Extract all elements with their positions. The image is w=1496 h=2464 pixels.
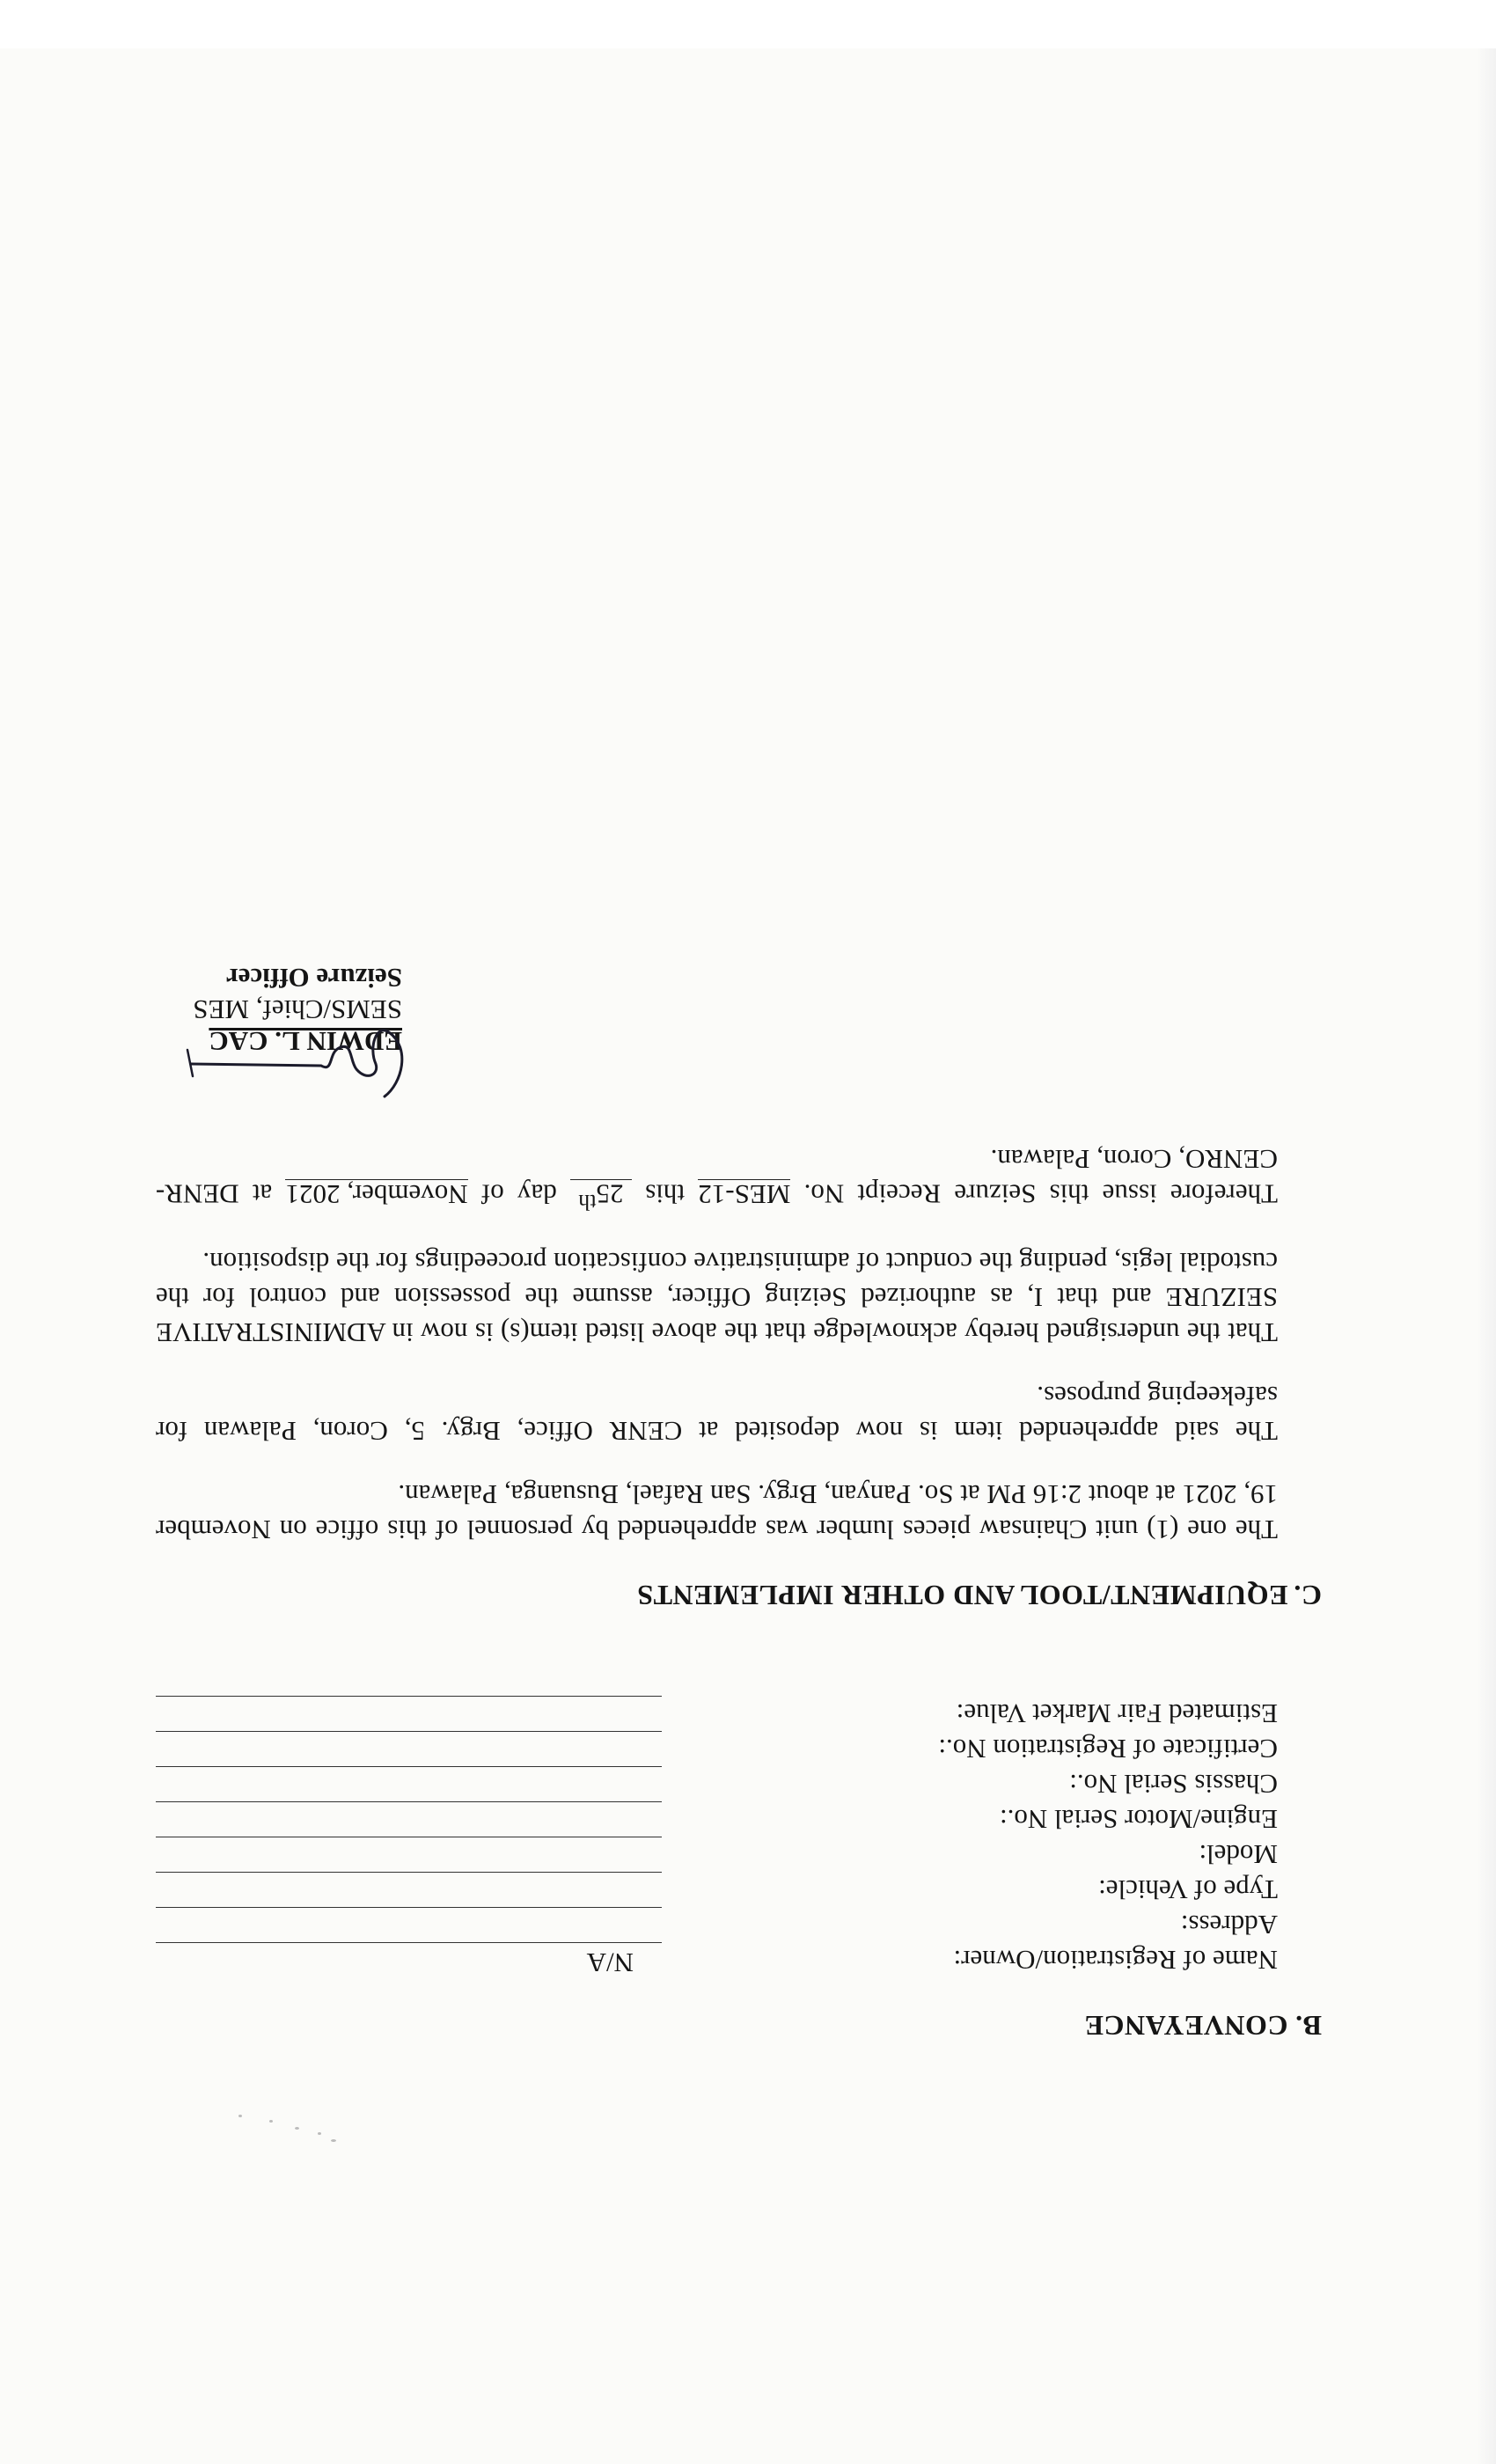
- field-engine-serial: Engine/Motor Serial No.:: [156, 1801, 1278, 1837]
- signatory-name: EDWIN L. CAC: [209, 1025, 402, 1057]
- scan-speck: [269, 2120, 273, 2123]
- acknowledgement-paragraph: That the undersigned hereby acknowledge that the above listed item(s) is now in ADMINISTRATIVE SEIZURE and that I, as authorized Seizing Officer, assume the possession and control for the custodial legis, pending the conduct of administrative confiscation proceedings for the disposition.: [156, 1247, 1278, 1348]
- field-registration-owner: Name of Registration/Owner: N/A: [156, 1942, 1278, 1977]
- field-chassis-serial: Chassis Serial No.:: [156, 1766, 1278, 1801]
- issue-month-year: November, 2021: [285, 1178, 468, 1210]
- receipt-number: MES-12: [698, 1178, 791, 1210]
- scan-speck: [331, 2139, 336, 2142]
- page-margin-strip: [0, 0, 1496, 48]
- field-fair-market-value: Estimated Fair Market Value:: [156, 1696, 1278, 1731]
- section-b-letter: B.: [1294, 2010, 1322, 2042]
- issuance-paragraph: Therefore issue this Seizure Receipt No. MES-12 this 25th day of November, 2021 at DENR-CENRO, Coron, Palawan.: [155, 1143, 1278, 1215]
- section-c-letter: C.: [1293, 1580, 1322, 1611]
- section-c-heading: [156, 1579, 1339, 1611]
- apprehension-paragraph: The one (1) unit Chainsaw pieces lumber was apprehended by personnel of this office on November 19, 2021 at about 2:16 PM at So. Panyan, Brgy. San Rafael, Busuanga, Palawan.: [156, 1479, 1278, 1545]
- conveyance-fields: [156, 1696, 1278, 1977]
- scan-speck: [238, 2115, 242, 2117]
- scan-speck: [295, 2127, 299, 2130]
- field-model: Model:: [156, 1837, 1278, 1872]
- field-type-of-vehicle: Type of Vehicle:: [156, 1872, 1278, 1907]
- field-address: Address:: [156, 1907, 1278, 1942]
- section-b-heading: [156, 2009, 1339, 2042]
- section-b-title: CONVEYANCE: [1084, 2010, 1288, 2042]
- signatory-title: Seizure Officer: [226, 962, 402, 994]
- scan-speck: [318, 2132, 321, 2135]
- signatory-position: SEMS/Chief, MES: [193, 994, 402, 1025]
- deposit-paragraph: The said apprehended item is now deposited at CENR Office, Brgy. 5, Coron, Palawan for safekeeping purposes.: [156, 1381, 1278, 1447]
- signature-block: [138, 962, 402, 1057]
- field-value: N/A: [586, 1947, 634, 1978]
- document-content: [156, 962, 1339, 2042]
- field-certificate-registration: Certificate of Registration No.:: [156, 1731, 1278, 1766]
- issue-day: 25th: [570, 1179, 632, 1216]
- page-edge-shadow: [1477, 0, 1496, 2464]
- section-c-title: EQUIPMENT/TOOL AND OTHER IMPLEMENTS: [636, 1580, 1288, 1611]
- handwritten-signature: [173, 1013, 437, 1145]
